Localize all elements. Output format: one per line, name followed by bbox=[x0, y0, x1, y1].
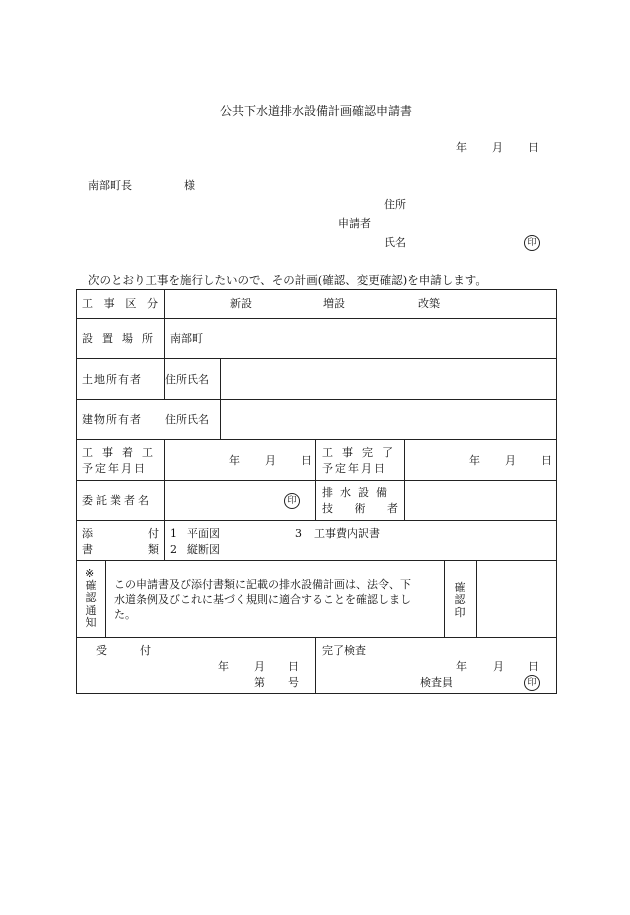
start-date-month: 月 bbox=[265, 454, 276, 467]
attachment-item-3-no: 3 bbox=[295, 527, 302, 540]
contractor-seal-mark: 印 bbox=[284, 493, 300, 509]
notice-text-line-1: この申請書及び添付書類に記載の排水設備計画は、法令、下 bbox=[114, 578, 411, 591]
label-char: 者 bbox=[387, 502, 398, 515]
intro-text: 次のとおり工事を施行したいので、その計画(確認、変更確認)を申請します。 bbox=[88, 273, 487, 287]
date-year: 年 bbox=[456, 141, 467, 154]
finish-date-year: 年 bbox=[469, 454, 480, 467]
notice-text-line-3: た。 bbox=[114, 608, 136, 621]
page-title: 公共下水道排水設備計画確認申請書 bbox=[220, 104, 413, 118]
land-owner-sublabel: 住所氏名 bbox=[165, 373, 209, 386]
receipt-date-month: 月 bbox=[254, 660, 265, 673]
contractor-label: 委託業者名 bbox=[82, 494, 152, 507]
application-table bbox=[76, 289, 557, 694]
finish-date-month: 月 bbox=[505, 454, 516, 467]
addressee-name: 南部町長 bbox=[88, 179, 132, 192]
applicant-seal-mark: 印 bbox=[524, 235, 540, 251]
applicant-name-label: 氏名 bbox=[384, 236, 406, 249]
attachment-item-1-no: 1 bbox=[170, 527, 177, 540]
attachment-label-char1: 添 bbox=[82, 527, 93, 540]
work-type-option-addition: 増設 bbox=[323, 297, 345, 310]
confirmation-seal-label: 確認印 bbox=[454, 581, 466, 619]
label-char: 技 bbox=[322, 502, 333, 515]
attachment-item-3-name: 工事費内訳書 bbox=[314, 527, 380, 540]
label-char: 工 bbox=[82, 297, 93, 310]
start-label-line1: 工事着工 bbox=[82, 446, 162, 459]
finish-label-line1: 工事完了 bbox=[322, 446, 402, 459]
receipt-label: 受付 bbox=[96, 644, 184, 657]
date-month: 月 bbox=[492, 141, 503, 154]
label-char: 区 bbox=[125, 297, 137, 310]
completion-label: 完了検査 bbox=[322, 644, 366, 657]
start-date-year: 年 bbox=[229, 454, 240, 467]
finish-date-day: 日 bbox=[541, 454, 552, 467]
technician-label-line1: 排水設備 bbox=[322, 486, 394, 499]
applicant-address-label: 住所 bbox=[384, 198, 406, 211]
completion-date-year: 年 bbox=[456, 660, 467, 673]
receipt-date-year: 年 bbox=[218, 660, 229, 673]
start-date-day: 日 bbox=[301, 454, 312, 467]
label-char: 事 bbox=[103, 297, 115, 310]
technician-label-line2 bbox=[322, 503, 398, 514]
building-owner-sublabel: 住所氏名 bbox=[165, 413, 209, 426]
inspector-seal-mark: 印 bbox=[524, 675, 540, 691]
completion-date-day: 日 bbox=[528, 660, 539, 673]
confirmation-seal-box[interactable] bbox=[477, 562, 555, 637]
receipt-date-day: 日 bbox=[288, 660, 299, 673]
completion-date-month: 月 bbox=[493, 660, 504, 673]
attachment-label-char4: 類 bbox=[148, 543, 159, 556]
notice-text-line-2: 水道条例及びこれに基づく規則に適合することを確認しまし bbox=[114, 593, 411, 606]
notice-label: 確認通知 bbox=[85, 579, 97, 629]
work-type-label bbox=[82, 298, 158, 309]
land-owner-label: 土地所有者 bbox=[82, 373, 142, 386]
building-owner-label: 建物所有者 bbox=[82, 413, 142, 426]
attachment-item-1-name: 平面図 bbox=[187, 527, 220, 540]
label-char: 分 bbox=[146, 297, 158, 310]
location-label: 設置場所 bbox=[82, 332, 162, 345]
attachment-label-char2: 付 bbox=[148, 527, 159, 540]
notice-mark: ※ bbox=[85, 567, 95, 580]
applicant-label: 申請者 bbox=[338, 217, 371, 230]
finish-label-line2: 予定年月日 bbox=[322, 462, 387, 475]
inspector-label: 検査員 bbox=[420, 676, 453, 689]
receipt-number-suffix: 号 bbox=[288, 676, 299, 689]
work-type-option-rebuild: 改築 bbox=[418, 297, 440, 310]
date-day: 日 bbox=[528, 141, 539, 154]
receipt-number-prefix: 第 bbox=[254, 676, 265, 689]
attachment-label-char3: 書 bbox=[82, 543, 93, 556]
notice-text bbox=[114, 577, 411, 622]
location-value: 南部町 bbox=[170, 332, 203, 345]
attachment-item-2-name: 縦断図 bbox=[187, 543, 220, 556]
work-type-option-new: 新設 bbox=[230, 297, 252, 310]
label-char: 術 bbox=[354, 502, 366, 515]
addressee-honorific: 様 bbox=[184, 179, 195, 192]
attachment-item-2-no: 2 bbox=[170, 543, 177, 556]
start-label-line2: 予定年月日 bbox=[82, 462, 147, 475]
